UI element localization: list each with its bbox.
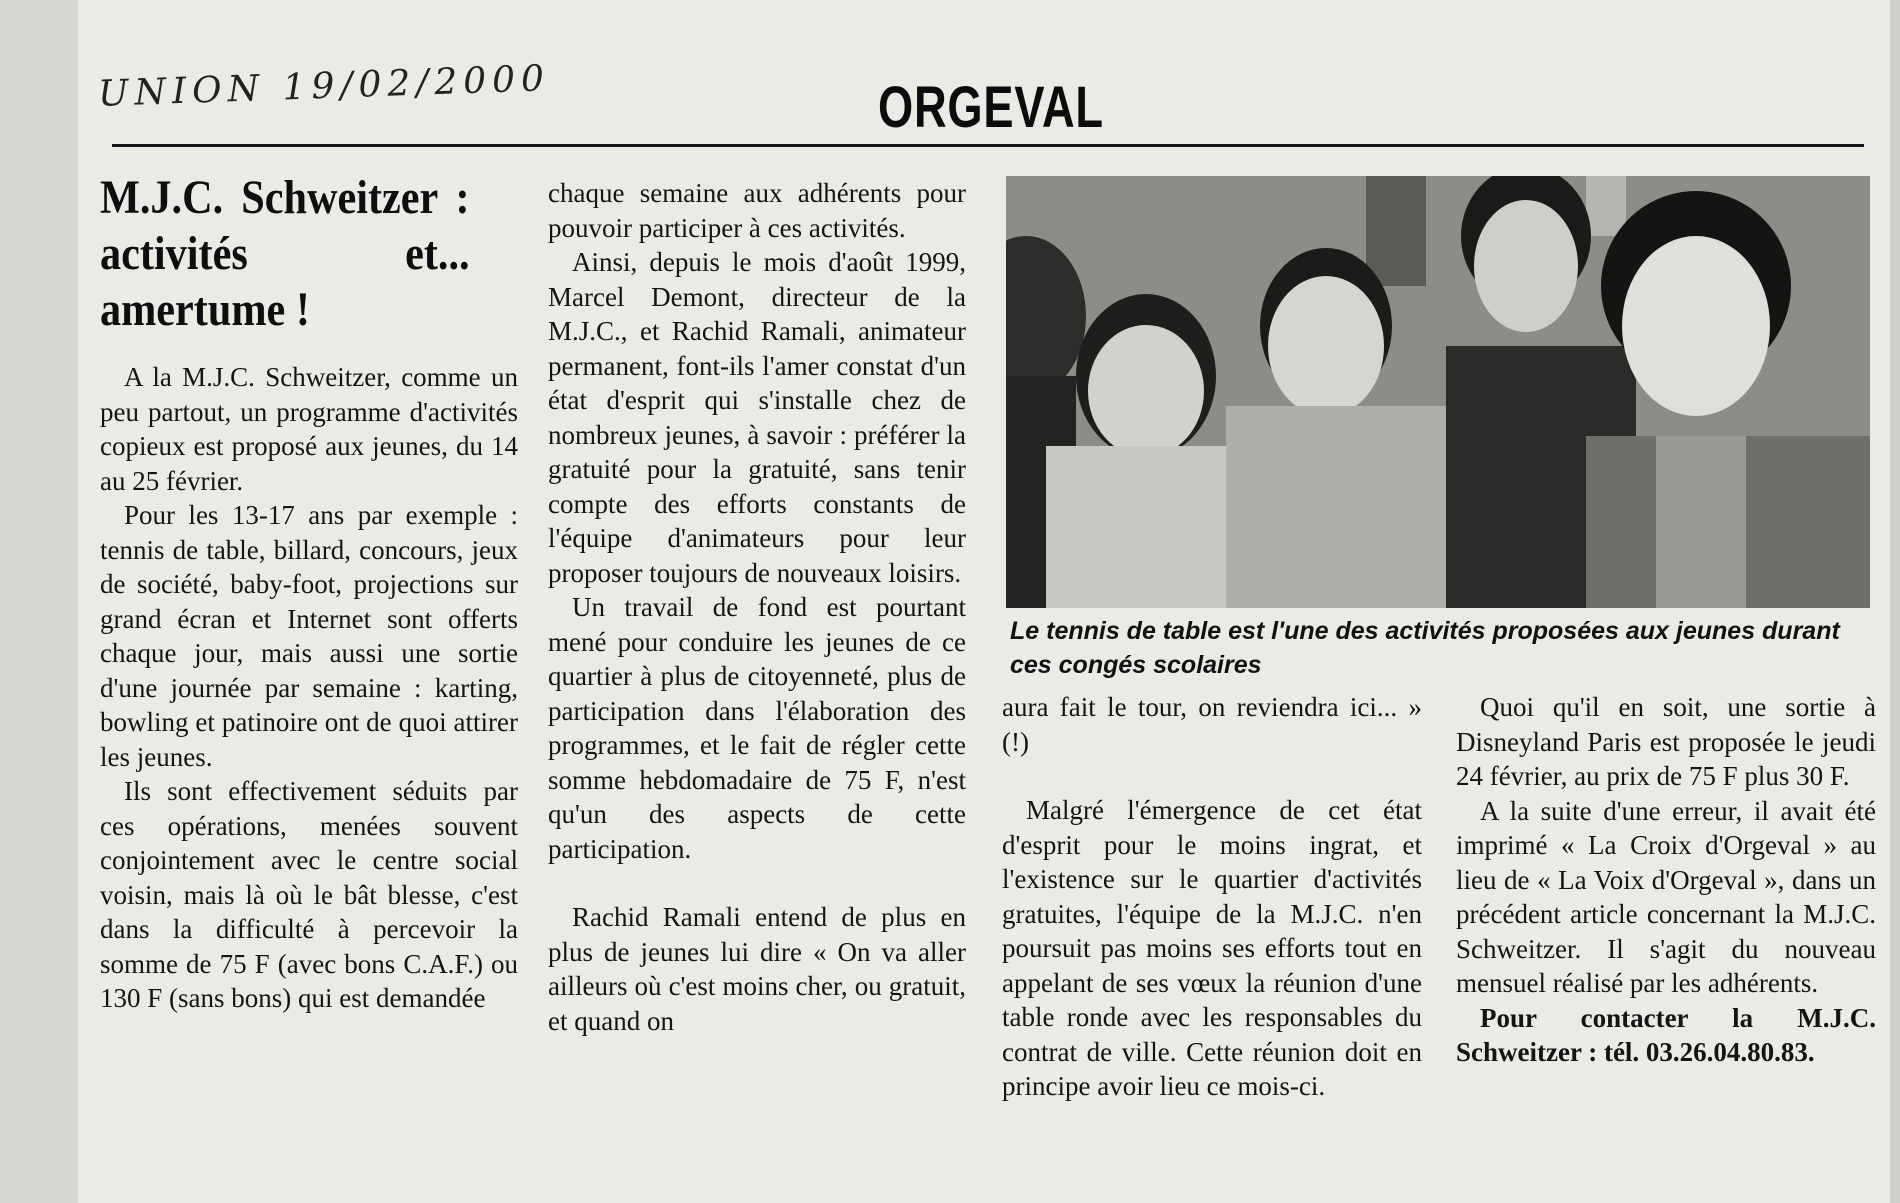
photo-caption: Le tennis de table est l'une des activités proposées aux jeunes durant ces congés scolaires [1010,617,1840,679]
contact-info: Pour contacter la M.J.C. Schweitzer : tél. 03.26.04.80.83. [1456,1002,1876,1067]
handwritten-source-note: UNION 19/02/2000 [97,58,551,115]
article-column-4 [1456,690,1876,1070]
paragraph: Ainsi, depuis le mois d'août 1999, Marcel Demont, directeur de la M.J.C., et Rachid Ramali, animateur permanent, font-ils l'amer constat d'un état d'esprit qui s'installe chez de nombreux jeunes, à savoir : préférer la gratuité pour la gratuité, sans tenir compte des efforts constants de l'équipe d'animateurs pour leur proposer toujours de nouveaux loisirs. [548,247,966,588]
paper-fold-edge [0,0,78,1203]
paragraph: Rachid Ramali entend de plus en plus de jeunes lui dire « On va aller ailleurs où c'est moins cher, ou gratuit, et quand on [548,902,966,1036]
paragraph: Pour les 13-17 ans par exemple : tennis de table, billard, concours, jeux de société, baby-foot, projections sur grand écran et Internet sont offerts chaque jour, mais aussi une sortie d'une journée par semaine : karting, bowling et patinoire ont de quoi attirer les jeunes. [100,500,518,772]
paragraph: aura fait le tour, on reviendra ici... » (!) [1002,692,1422,757]
header-rule [112,144,1864,147]
paragraph: Un travail de fond est pourtant mené pour conduire les jeunes de ce quartier à plus de citoyenneté, plus de participation dans l'élaboration des programmes, et le fait de régler cette somme hebdomadaire de 75 F, n'est qu'un des aspects de cette participation. [548,592,966,864]
paper-right-edge [1890,0,1900,1203]
paragraph: Malgré l'émergence de cet état d'esprit pour le moins ingrat, et l'existence sur le quartier d'activités gratuites, l'équipe de la M.J.C. n'en poursuit pas moins ses efforts tout en appelant de ses vœux la réunion d'une table ronde avec les responsables du contrat de ville. Cette réunion doit en principe avoir lieu ce mois-ci. [1002,795,1422,1101]
paragraph: Ils sont effectivement séduits par ces opérations, menées souvent conjointement avec le centre social voisin, mais là où le bât blesse, c'est dans la difficulté à percevoir la somme de 75 F (avec bons C.A.F.) ou 130 F (sans bons) qui est demandée [100,776,518,1013]
section-title: ORGEVAL [878,75,1104,140]
paragraph: A la suite d'une erreur, il avait été imprimé « La Croix d'Orgeval » au lieu de « La Voix d'Orgeval », dans un précédent article concernant la M.J.C. Schweitzer. Il s'agit du nouveau mensuel réalisé par les adhérents. [1456,795,1876,998]
article-column-2 [548,176,966,1038]
article-photo [1006,176,1870,608]
paragraph: Quoi qu'il en soit, une sortie à Disneyland Paris est proposée le jeudi 24 février, au prix de 75 F plus 30 F. [1456,692,1876,791]
paragraph: A la M.J.C. Schweitzer, comme un peu partout, un programme d'activités copieux est proposé aux jeunes, du 14 au 25 février. [100,362,518,496]
article-column-1 [100,170,518,1016]
article-headline: M.J.C. Schweitzer : activités et... amertume ! [100,171,470,336]
photo-illustration [1006,176,1870,608]
article-column-3 [1002,690,1422,1104]
paragraph: chaque semaine aux adhérents pour pouvoir participer à ces activités. [548,178,966,243]
